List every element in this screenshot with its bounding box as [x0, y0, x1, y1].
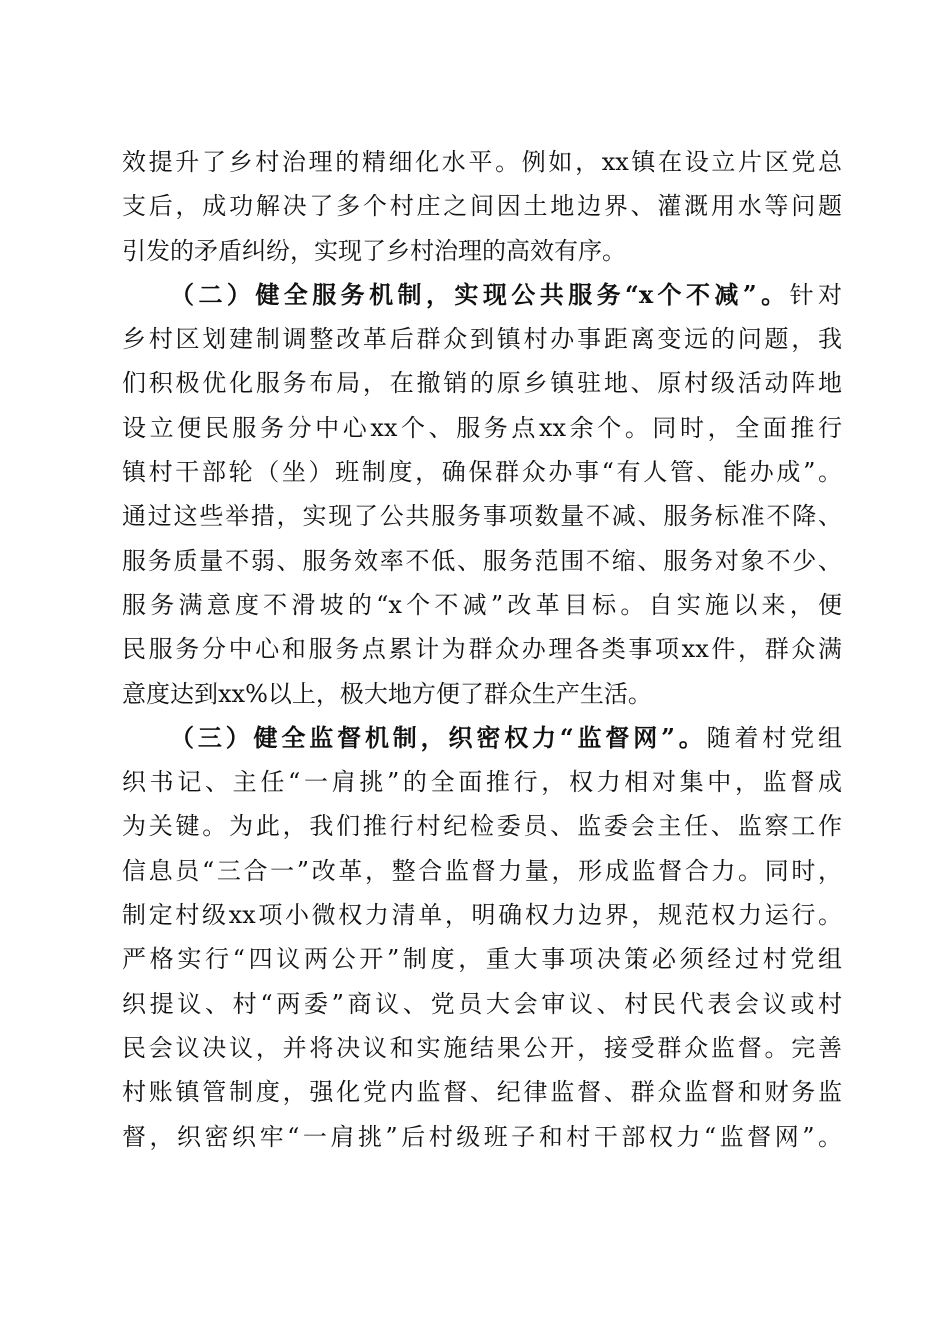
paragraph-3-line-7: 织提议、村“两委”商议、党员大会审议、村民代表会议或村 — [122, 989, 842, 1018]
section-2-heading: （二）健全服务机制，实现公共服务“x个不减”。 — [170, 279, 790, 309]
paragraph-2-first-line — [122, 273, 842, 317]
paragraph-2-line-6: 通过这些举措，实现了公共服务事项数量不减、服务标准不降、 — [122, 502, 842, 531]
paragraph-3-line-6: 严格实行“四议两公开”制度，重大事项决策必须经过村党组 — [122, 945, 842, 974]
paragraph-3-line-4: 信息员“三合一”改革，整合监督力量，形成监督合力。同时， — [122, 856, 842, 885]
paragraph-2-line-10: 意度达到xx%以上，极大地方便了群众生产生活。 — [122, 679, 652, 708]
paragraph-2-line-8: 服务满意度不滑坡的“x个不减”改革目标。自实施以来，便 — [122, 590, 842, 619]
paragraph-3-line-9: 村账镇管制度，强化党内监督、纪律监督、群众监督和财务监 — [122, 1078, 842, 1107]
paragraph-3-line-10: 督，织密织牢“一肩挑”后村级班子和村干部权力“监督网”。 — [122, 1122, 842, 1151]
paragraph-1-line-1: 效提升了乡村治理的精细化水平。例如，xx镇在设立片区党总 — [122, 148, 842, 176]
paragraph-3-line-5: 制定村级xx项小微权力清单，明确权力边界，规范权力运行。 — [122, 901, 842, 930]
paragraph-3-first-line — [122, 716, 842, 760]
paragraph-2-line-2: 乡村区划建制调整改革后群众到镇村办事距离变远的问题，我 — [122, 325, 842, 354]
paragraph-3-line-8: 民会议决议，并将决议和实施结果公开，接受群众监督。完善 — [122, 1033, 842, 1062]
body-text — [122, 140, 842, 1159]
section-3-heading: （三）健全监督机制，织密权力“监督网”。 — [170, 722, 707, 752]
paragraph-3-first-line-rest: 随着村党组 — [706, 723, 842, 752]
paragraph-1-line-2: 支后，成功解决了多个村庄之间因土地边界、灌溉用水等问题 — [122, 192, 842, 221]
paragraph-2-line-5: 镇村干部轮（坐）班制度，确保群众办事“有人管、能办成”。 — [122, 458, 842, 487]
paragraph-2-line-9: 民服务分中心和服务点累计为群众办理各类事项xx件，群众满 — [122, 635, 842, 664]
paragraph-1-line-3: 引发的矛盾纠纷，实现了乡村治理的高效有序。 — [122, 236, 626, 265]
paragraph-2-first-line-rest: 针对 — [789, 280, 842, 309]
paragraph-2-line-7: 服务质量不弱、服务效率不低、服务范围不缩、服务对象不少、 — [122, 546, 842, 575]
paragraph-3-line-2: 织书记、主任“一肩挑”的全面推行，权力相对集中，监督成 — [122, 768, 842, 797]
paragraph-2-line-3: 们积极优化服务布局，在撤销的原乡镇驻地、原村级活动阵地 — [122, 369, 842, 398]
paragraph-2-line-4: 设立便民服务分中心xx个、服务点xx余个。同时，全面推行 — [122, 413, 842, 442]
paragraph-3-line-3: 为关键。为此，我们推行村纪检委员、监委会主任、监察工作 — [122, 812, 842, 841]
